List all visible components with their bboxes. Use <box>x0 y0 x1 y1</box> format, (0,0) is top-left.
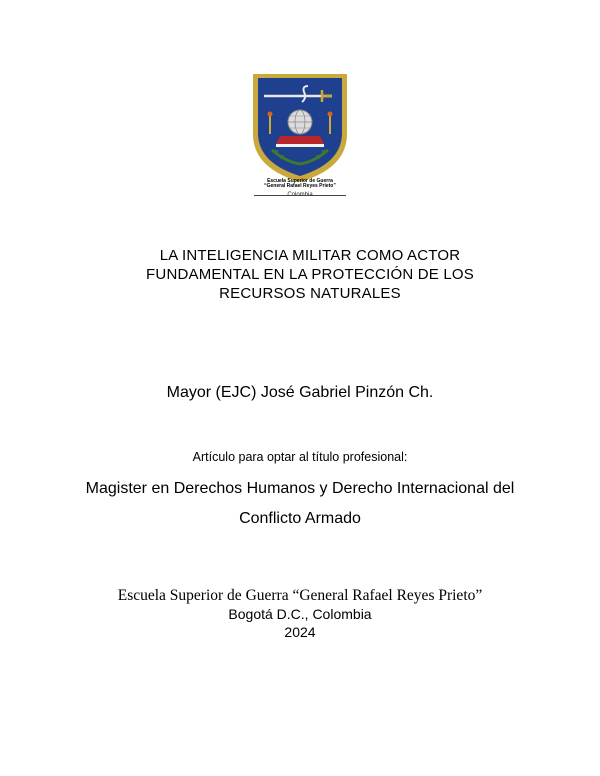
author-name: Mayor (EJC) José Gabriel Pinzón Ch. <box>166 384 434 401</box>
degree-title <box>60 474 540 534</box>
crest-caption-school: Escuela Superior de Guerra <box>267 178 333 184</box>
institution-name: Escuela Superior de Guerra “General Rafael Reyes Prieto” <box>117 587 483 604</box>
city-country: Bogotá D.C., Colombia <box>228 606 372 622</box>
document-title <box>100 246 520 303</box>
publication-year: 2024 <box>284 624 316 640</box>
degree-line-2: Conflicto Armado <box>239 510 361 527</box>
institution-crest-icon <box>250 72 350 184</box>
purpose-statement: Artículo para optar al título profesional: <box>192 450 408 464</box>
crest-caption-name: “General Rafael Reyes Prieto” <box>264 183 336 189</box>
crest-divider <box>254 195 346 196</box>
degree-line-1: Magister en Derechos Humanos y Derecho Internacional del <box>85 480 515 497</box>
title-line-2: FUNDAMENTAL EN LA PROTECCIÓN DE LOS <box>146 266 474 283</box>
title-line-3: RECURSOS NATURALES <box>219 285 401 302</box>
title-line-1: LA INTELIGENCIA MILITAR COMO ACTOR <box>159 247 461 264</box>
